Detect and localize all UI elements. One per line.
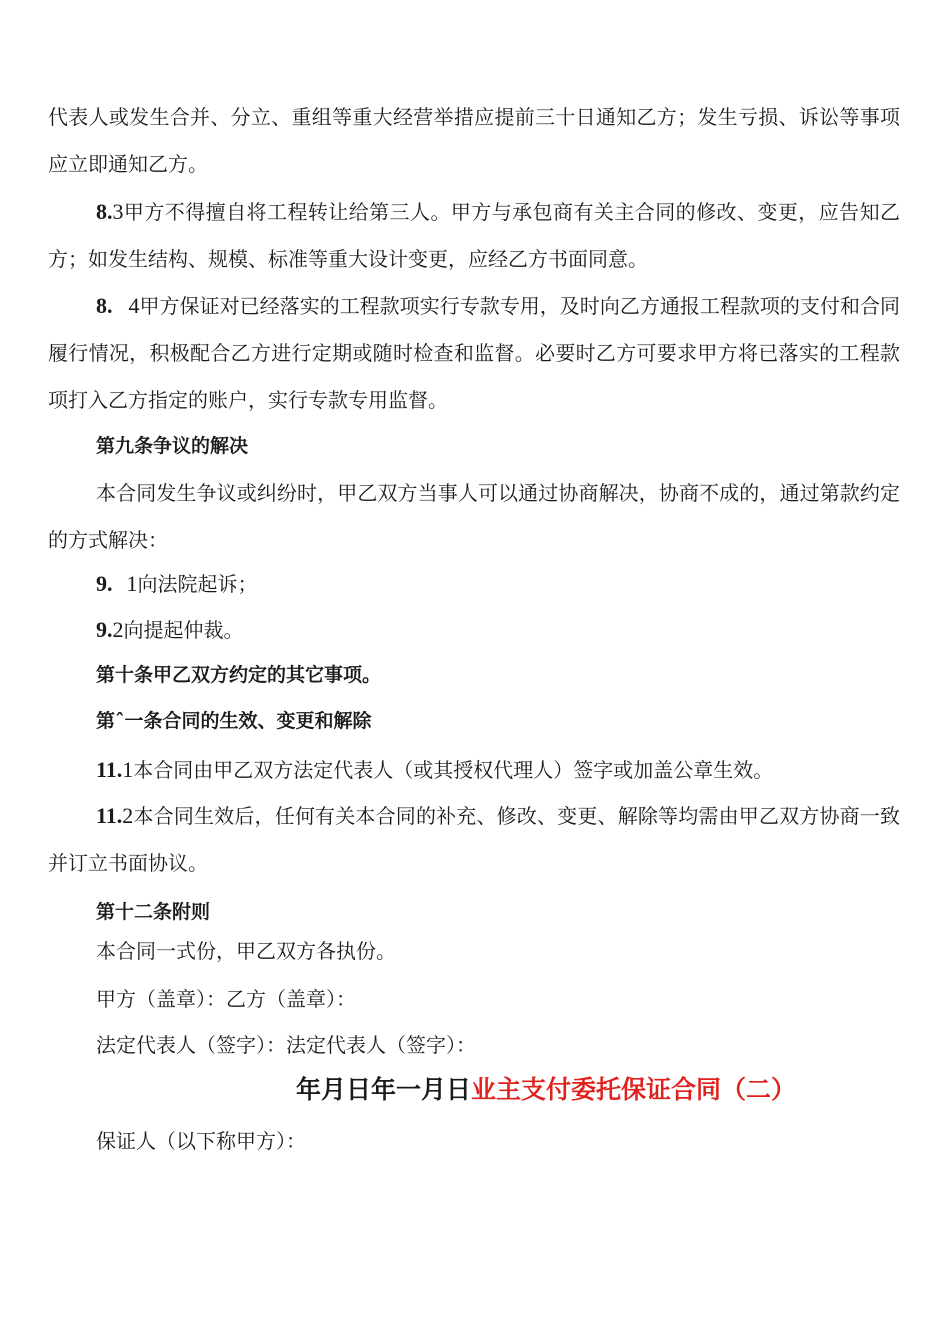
paragraph-8-3	[48, 188, 900, 283]
copies-line: 本合同一式份，甲乙双方各执份。	[96, 939, 396, 963]
clause-text: 本合同由甲乙双方法定代表人（或其授权代理人）签字或加盖公章生效。	[133, 758, 774, 782]
clause-number: 9.	[96, 571, 113, 596]
clause-text: 向法院起诉；	[137, 572, 258, 596]
clause-text: 向提起仲裁。	[123, 618, 244, 642]
paragraph-9-intro: 本合同发生争议或纠纷时，甲乙双方当事人可以通过协商解决，协商不成的，通过第款约定的方式解决：	[48, 481, 900, 552]
guarantor-line: 保证人（以下称甲方）：	[96, 1129, 306, 1153]
clause-subnumber: 2	[122, 803, 134, 828]
clause-number: 9.	[96, 617, 113, 642]
article-10-heading: 第十条甲乙双方约定的其它事项。	[96, 664, 382, 686]
clause-subnumber: 1	[126, 571, 138, 596]
clause-number: 8.	[96, 199, 113, 224]
clause-text: 本合同生效后，任何有关本合同的补充、修改、变更、解除等均需由甲乙双方协商一致并订立书面协议。	[48, 804, 900, 875]
paragraph-8-2-continued: 代表人或发生合并、分立、重组等重大经营举措应提前三十日通知乙方；发生亏损、诉讼等事项应立即通知乙方。	[48, 105, 900, 176]
clause-subnumber: 4	[128, 293, 140, 318]
clause-number: 11.	[96, 803, 123, 828]
seals-line: 甲方（盖章）：乙方（盖章）：	[96, 987, 356, 1011]
paragraph-11-1	[96, 746, 773, 794]
paragraph-8-4	[48, 282, 900, 424]
contract-title	[296, 1066, 796, 1113]
article-11-heading: 第ˆ一条合同的生效、变更和解除	[96, 710, 372, 732]
article-12-heading: 第十二条附则	[96, 901, 211, 923]
article-9-heading: 第九条争议的解决	[96, 435, 249, 457]
clause-subnumber: 3	[112, 199, 124, 224]
representatives-line: 法定代表人（签字）：法定代表人（签字）：	[96, 1033, 476, 1057]
clause-text: 甲方不得擅自将工程转让给第三人。甲方与承包商有关主合同的修改、变更，应告知乙方；如发生结构、规模、标准等重大设计变更，应经乙方书面同意。	[48, 200, 900, 271]
clause-subnumber: 1	[122, 757, 134, 782]
paragraph-11-2	[48, 792, 900, 887]
paragraph-9-2	[96, 606, 244, 654]
clause-number: 11.	[96, 757, 123, 782]
title-red-part: 业主支付委托保证合同（二）	[471, 1075, 797, 1104]
title-date-part: 年月日年一月日	[296, 1075, 472, 1104]
clause-number: 8.	[96, 293, 113, 318]
paragraph-9-1	[96, 560, 258, 608]
clause-text: 甲方保证对已经落实的工程款项实行专款专用，及时向乙方通报工程款项的支付和合同履行情况，积极配合乙方进行定期或随时检查和监督。必要时乙方可要求甲方将已落实的工程款项打入乙方指定的账户，实行专款专用监督。	[48, 294, 900, 412]
clause-subnumber: 2	[112, 617, 124, 642]
